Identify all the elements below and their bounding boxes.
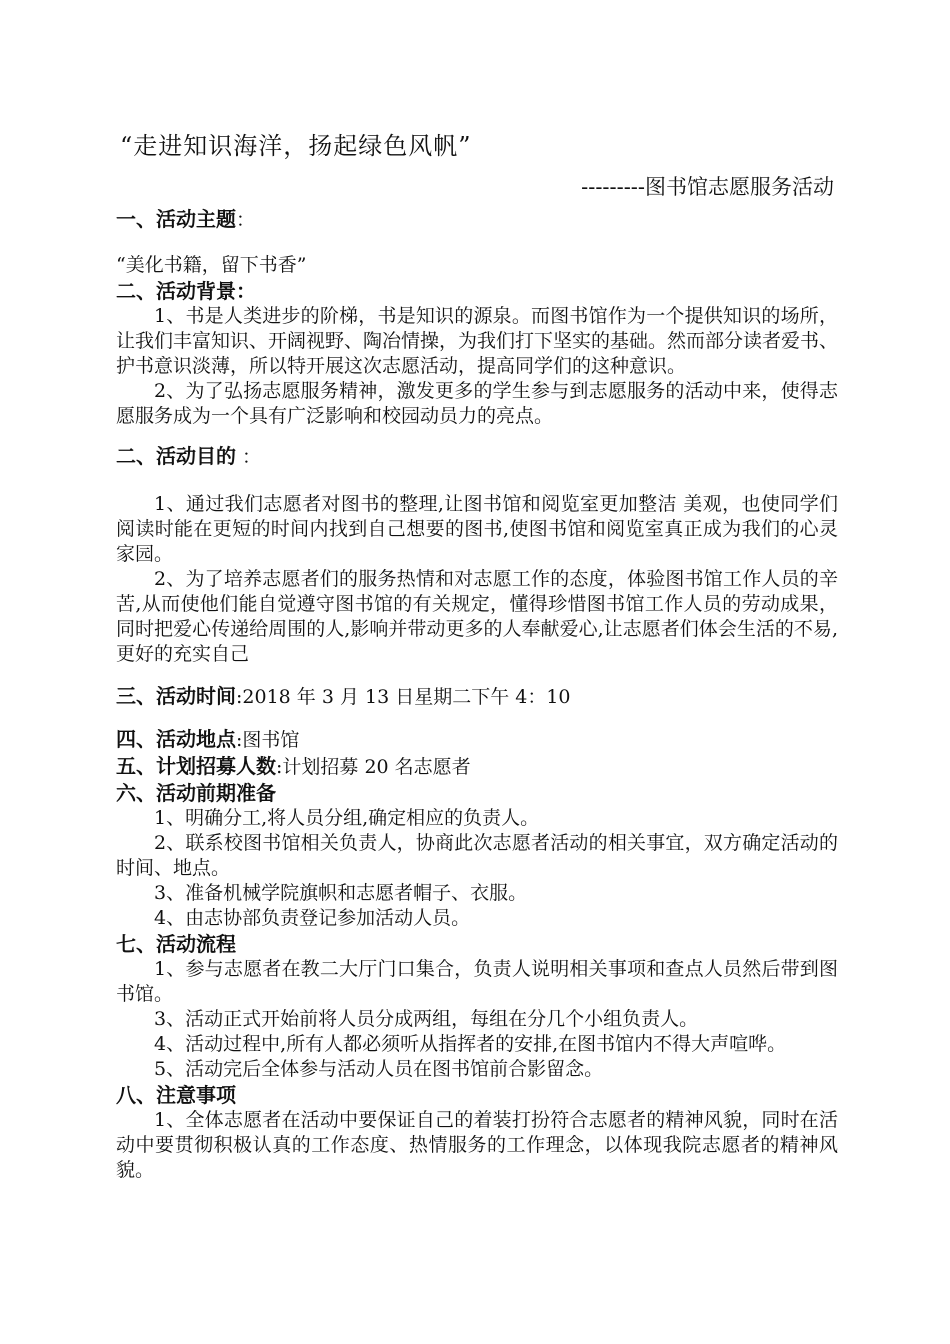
section-time: [116, 683, 838, 710]
section-heading-preparation: 六、活动前期准备: [116, 781, 276, 805]
preparation-item: 1、明确分工,将人员分组,确定相应的负责人。: [154, 807, 540, 829]
recruit-text: :计划招募 20 名志愿者: [276, 756, 471, 778]
process-item: 1、参与志愿者在教二大厅门口集合，负责人说明相关事项和查点人员然后带到图书馆。: [116, 958, 838, 1005]
theme-text: “美化书籍，留下书香”: [116, 254, 307, 276]
process-item: 4、活动过程中,所有人都必须听从指挥者的安排,在图书馆内不得大声喧哗。: [154, 1033, 787, 1055]
location-text: :图书馆: [236, 729, 300, 751]
time-text: :2018 年 3 月 13 日星期二下午 4：10: [236, 686, 571, 708]
section-heading-theme-colon: ：: [236, 209, 256, 231]
purpose-paragraph-1: 1、通过我们志愿者对图书的整理,让图书馆和阅览室更加整洁 美观，也使同学们阅读时能在更短的时间内找到自己想要的图书,使图书馆和阅览室真正成为我们的心灵家园。: [116, 493, 838, 565]
section-heading-theme-label: 一、活动主题: [116, 207, 236, 231]
background-paragraph-1: 1、书是人类进步的阶梯，书是知识的源泉。而图书馆作为一个提供知识的场所，让我们丰富知识、开阔视野、陶冶情操，为我们打下坚实的基础。然而部分读者爱书、护书意识淡薄，所以特开展这次志愿活动，提高同学们的这种意识。: [116, 305, 839, 377]
document-body: [116, 206, 838, 1183]
section-heading-theme: [116, 206, 838, 233]
section-heading-purpose-colon: ：: [236, 446, 262, 468]
section-heading-recruit: 五、计划招募人数: [116, 754, 276, 778]
section-heading-purpose-label: 二、活动目的: [116, 444, 236, 468]
section-recruit: [116, 753, 838, 780]
document-title: “走进知识海洋，扬起绿色风帆”: [120, 132, 472, 160]
section-heading-time: 三、活动时间: [116, 684, 236, 708]
preparation-item: 3、准备机械学院旗帜和志愿者帽子、衣服。: [154, 882, 528, 904]
background-paragraph-2: 2、为了弘扬志愿服务精神，激发更多的学生参与到志愿服务的活动中来，使得志愿服务成为一个具有广泛影响和校园动员力的亮点。: [116, 380, 838, 427]
notes-item: 1、全体志愿者在活动中要保证自己的着装打扮符合志愿者的精神风貌，同时在活动中要贯彻积极认真的工作态度、热情服务的工作理念，以体现我院志愿者的精神风貌。: [116, 1109, 838, 1181]
section-heading-background: 二、活动背景：: [116, 279, 256, 303]
purpose-paragraph-2: 2、为了培养志愿者们的服务热情和对志愿工作的态度，体验图书馆工作人员的辛苦,从而使他们能自觉遵守图书馆的有关规定，懂得珍惜图书馆工作人员的劳动成果，同时把爱心传递给周围的人,影响并带动更多的人奉献爱心,让志愿者们体会生活的不易,更好的充实自己: [116, 568, 838, 665]
document-subtitle: ---------图书馆志愿服务活动: [581, 175, 834, 199]
section-heading-purpose: [116, 443, 838, 470]
process-item: 5、活动完后全体参与活动人员在图书馆前合影留念。: [154, 1058, 604, 1080]
section-heading-notes: 八、注意事项: [116, 1083, 236, 1107]
section-heading-location: 四、活动地点: [116, 727, 236, 751]
preparation-item: 2、联系校图书馆相关负责人，协商此次志愿者活动的相关事宜，双方确定活动的时间、地点。: [116, 832, 838, 879]
process-item: 3、活动正式开始前将人员分成两组，每组在分几个小组负责人。: [154, 1008, 699, 1030]
section-heading-process: 七、活动流程: [116, 932, 236, 956]
preparation-item: 4、由志协部负责登记参加活动人员。: [154, 907, 471, 929]
section-location: [116, 726, 838, 753]
